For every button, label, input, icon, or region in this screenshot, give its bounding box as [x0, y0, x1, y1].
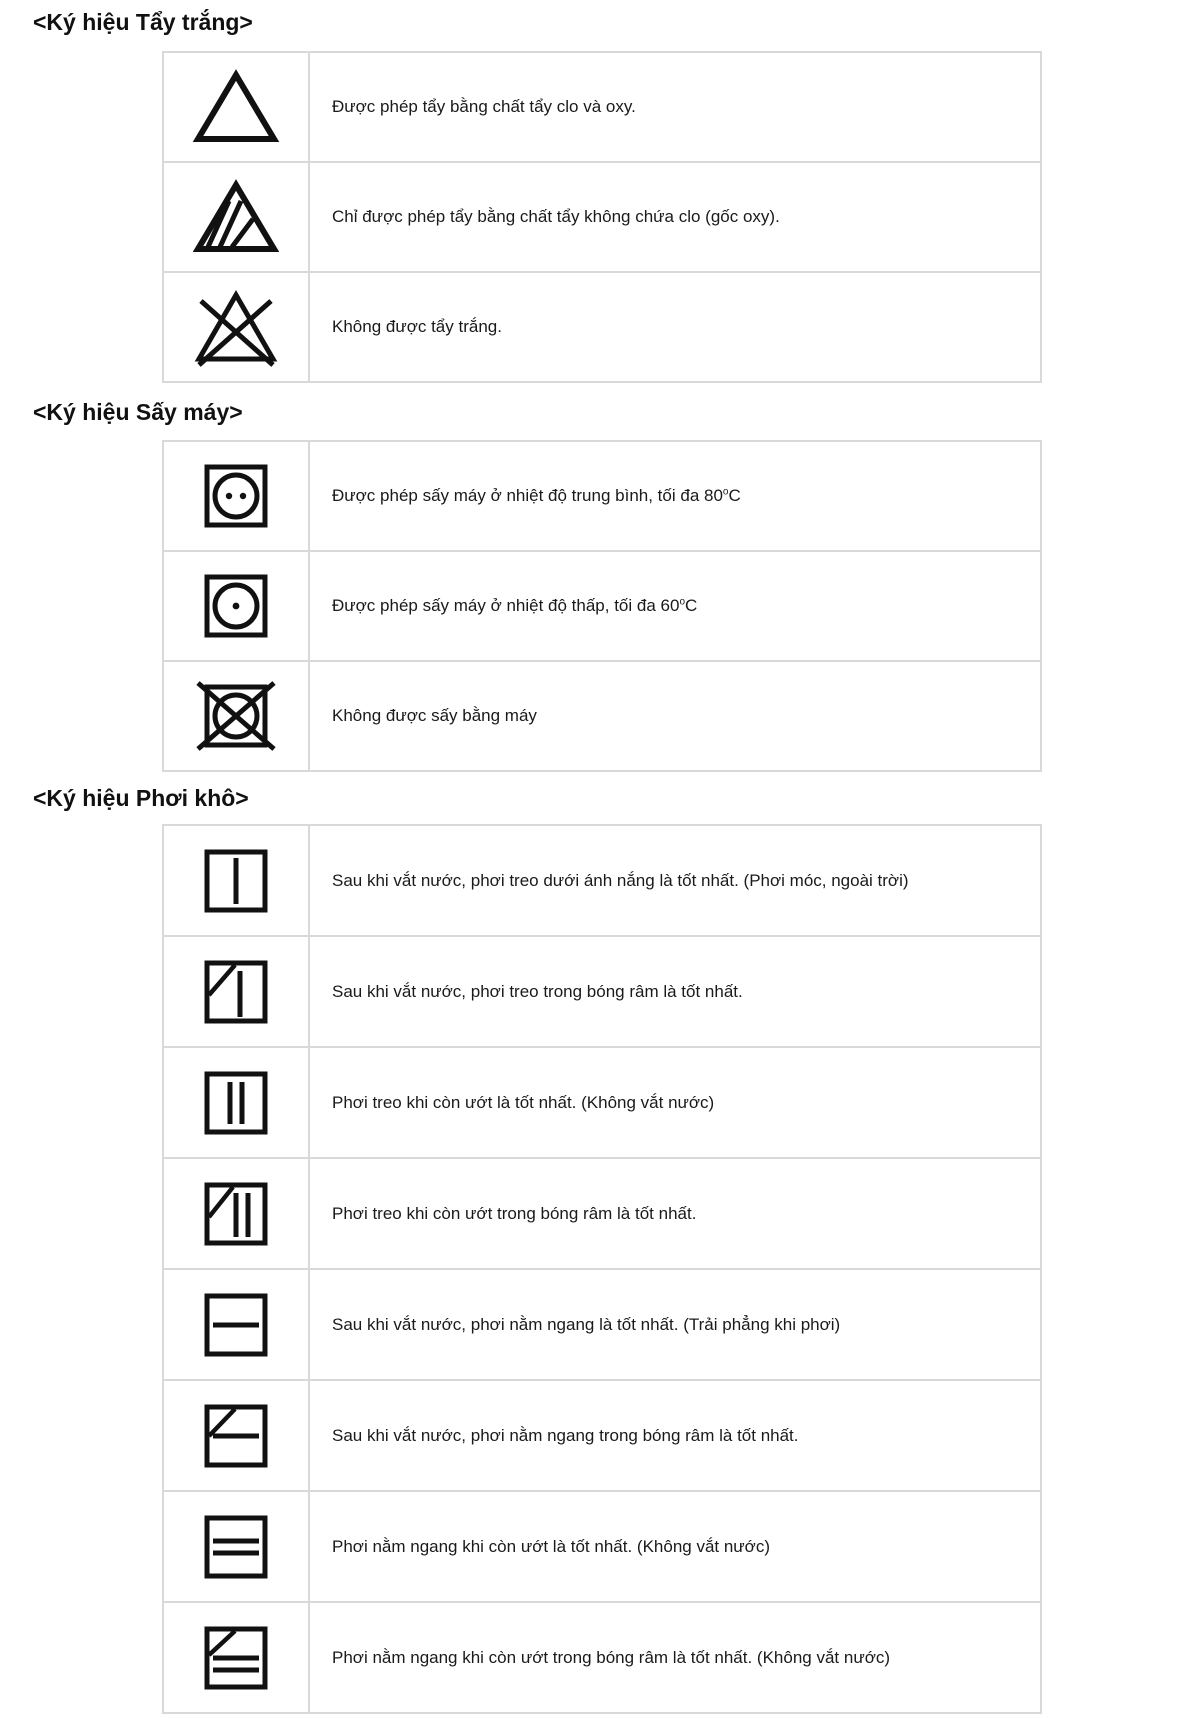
bleach-symbol-table	[162, 51, 1042, 383]
symbol-description: Được phép sấy máy ở nhiệt độ thấp, tối đa 60$^o$C	[309, 551, 1041, 661]
symbol-description: Sau khi vắt nước, phơi nằm ngang là tốt nhất. (Trải phẳng khi phơi)	[309, 1269, 1041, 1380]
symbol-description: Sau khi vắt nước, phơi treo dưới ánh nắng là tốt nhất. (Phơi móc, ngoài trời)	[309, 825, 1041, 936]
table-row	[163, 1269, 1041, 1380]
dry-flat-icon	[203, 1292, 269, 1358]
table-row	[163, 661, 1041, 771]
symbol-description: Không được tẩy trắng.	[309, 272, 1041, 382]
table-row	[163, 825, 1041, 936]
tumble-dry-symbol-table	[162, 440, 1042, 772]
section-heading-drying: <Ký hiệu Phơi khô>	[33, 785, 249, 811]
tumble-dry-low-icon	[203, 573, 269, 639]
do-not-bleach-icon	[191, 287, 281, 367]
line-dry-shade-icon	[203, 959, 269, 1025]
dry-flat-shade-icon	[203, 1403, 269, 1469]
do-not-tumble-dry-icon	[195, 680, 277, 752]
table-row	[163, 1047, 1041, 1158]
symbol-description: Chỉ được phép tẩy bằng chất tẩy không chứa clo (gốc oxy).	[309, 162, 1041, 272]
tumble-dry-medium-icon	[203, 463, 269, 529]
non-chlorine-bleach-icon	[191, 179, 281, 255]
bleach-triangle-icon	[191, 69, 281, 145]
table-row	[163, 52, 1041, 162]
section-heading-tumble-dry: <Ký hiệu Sấy máy>	[33, 399, 243, 425]
table-row	[163, 1158, 1041, 1269]
symbol-description: Được phép tẩy bằng chất tẩy clo và oxy.	[309, 52, 1041, 162]
wet-flat-dry-icon	[203, 1514, 269, 1580]
table-row	[163, 551, 1041, 661]
symbol-description: Phơi treo khi còn ướt là tốt nhất. (Không vắt nước)	[309, 1047, 1041, 1158]
section-heading-bleach: <Ký hiệu Tẩy trắng>	[33, 9, 253, 35]
table-row	[163, 1380, 1041, 1491]
line-dry-icon	[203, 848, 269, 914]
drip-dry-icon	[203, 1070, 269, 1136]
symbol-description: Sau khi vắt nước, phơi nằm ngang trong bóng râm là tốt nhất.	[309, 1380, 1041, 1491]
symbol-description: Phơi nằm ngang khi còn ướt là tốt nhất. (Không vắt nước)	[309, 1491, 1041, 1602]
table-row	[163, 1602, 1041, 1713]
symbol-description: Không được sấy bằng máy	[309, 661, 1041, 771]
drip-dry-shade-icon	[203, 1181, 269, 1247]
drying-symbol-table	[162, 824, 1042, 1714]
symbol-description: Phơi nằm ngang khi còn ướt trong bóng râm là tốt nhất. (Không vắt nước)	[309, 1602, 1041, 1713]
table-row	[163, 1491, 1041, 1602]
table-row	[163, 441, 1041, 551]
symbol-description: Phơi treo khi còn ướt trong bóng râm là tốt nhất.	[309, 1158, 1041, 1269]
table-row	[163, 936, 1041, 1047]
table-row	[163, 162, 1041, 272]
wet-flat-dry-shade-icon	[203, 1625, 269, 1691]
symbol-description: Được phép sấy máy ở nhiệt độ trung bình, tối đa 80$^o$C	[309, 441, 1041, 551]
symbol-description: Sau khi vắt nước, phơi treo trong bóng râm là tốt nhất.	[309, 936, 1041, 1047]
table-row	[163, 272, 1041, 382]
